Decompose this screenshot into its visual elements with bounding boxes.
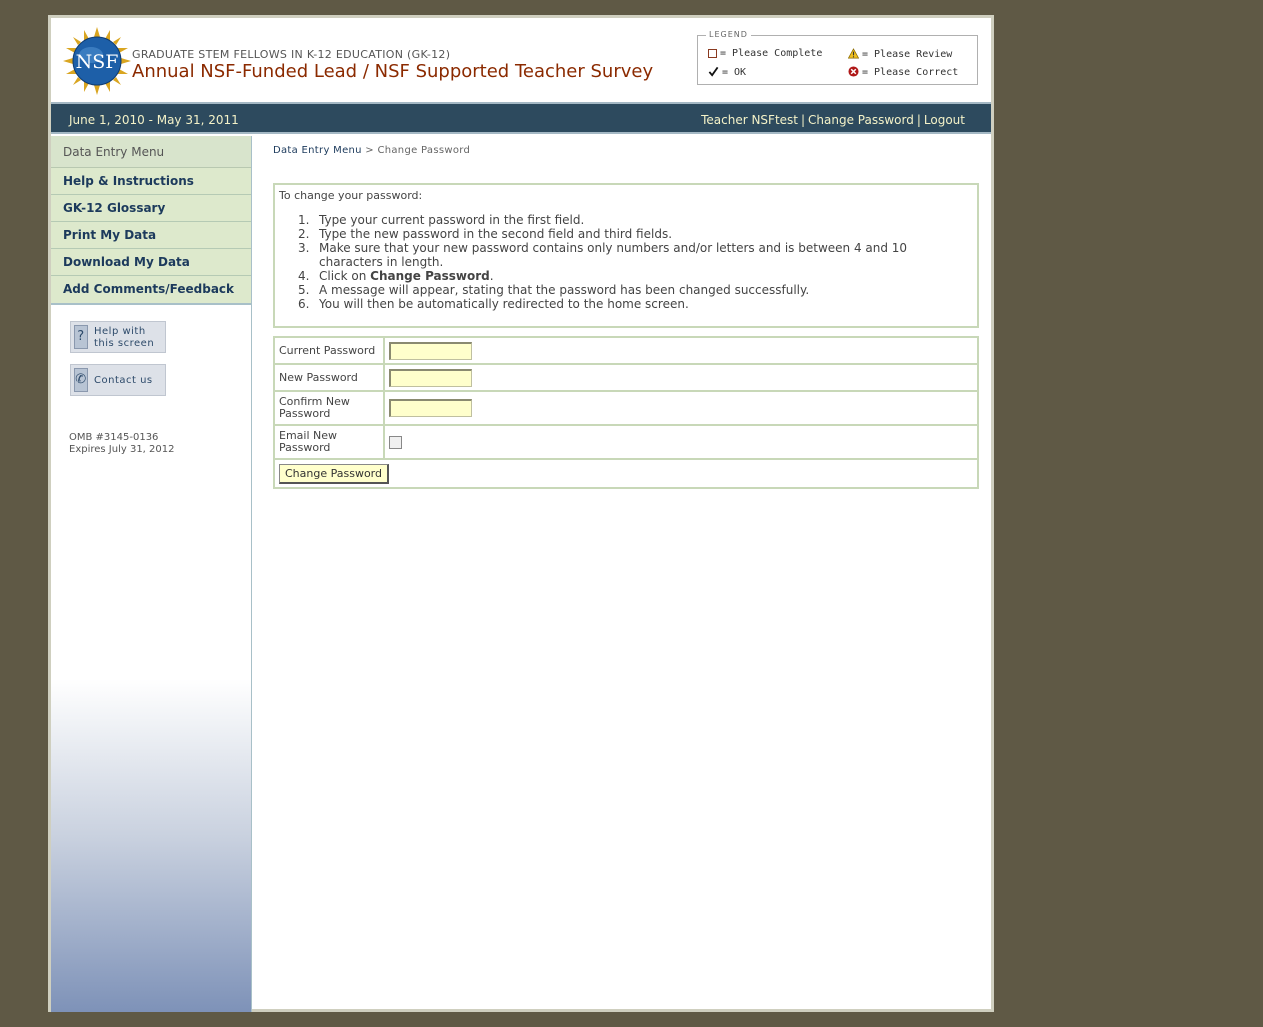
form-row xyxy=(274,337,978,364)
change-password-link[interactable]: Change Password xyxy=(808,113,914,127)
page-frame xyxy=(48,15,994,1012)
omb-number: OMB #3145-0136 xyxy=(69,432,159,443)
nav-separator: | xyxy=(801,113,806,127)
help-button-label xyxy=(94,326,154,350)
legend-please-complete xyxy=(708,48,822,59)
step-number: 6. xyxy=(298,297,310,311)
step-text: Make sure that your new password contains only numbers and/or letters and is between 4 and 10 characters in length. xyxy=(319,241,908,269)
question-mark-icon: ? xyxy=(74,325,88,349)
step-text: Type the new password in the second field and third fields. xyxy=(319,227,673,241)
instruction-step xyxy=(298,227,968,241)
current-password-input[interactable] xyxy=(389,342,472,360)
legend xyxy=(697,30,978,85)
form-cell xyxy=(384,391,978,425)
user-nav xyxy=(701,113,965,127)
sidebar-item-help-instructions[interactable]: Help & Instructions xyxy=(51,168,251,195)
sidebar-item-download-data[interactable]: Download My Data xyxy=(51,249,251,276)
email-password-label-line1: Email New xyxy=(279,429,338,442)
email-password-label xyxy=(274,425,384,459)
step-text: You will then be automatically redirected to the home screen. xyxy=(319,297,689,311)
legend-please-correct xyxy=(848,66,958,78)
instructions-box xyxy=(273,183,979,328)
form-cell xyxy=(384,337,978,364)
instruction-step xyxy=(298,297,968,311)
step-text-bold: Change Password xyxy=(370,269,490,283)
confirm-password-input[interactable] xyxy=(389,399,472,417)
sidebar-menu-title[interactable]: Data Entry Menu xyxy=(51,136,251,168)
step-number: 5. xyxy=(298,283,310,297)
contact-button-label: Contact us xyxy=(94,375,153,386)
breadcrumb-current: Change Password xyxy=(377,145,471,156)
legend-please-review xyxy=(848,48,952,60)
page-title: Annual NSF-Funded Lead / NSF Supported Teacher Survey xyxy=(132,61,654,82)
current-password-label: Current Password xyxy=(274,337,384,364)
sidebar-item-glossary[interactable]: GK-12 Glossary xyxy=(51,195,251,222)
legend-please-complete-label: = Please Complete xyxy=(720,48,823,59)
instruction-step xyxy=(298,213,968,227)
sidebar-item-add-comments[interactable]: Add Comments/Feedback xyxy=(51,276,251,305)
change-password-button[interactable]: Change Password xyxy=(279,464,389,484)
nsf-logo xyxy=(63,27,131,95)
report-period: June 1, 2010 - May 31, 2011 xyxy=(69,113,239,127)
step-text: Type your current password in the first field. xyxy=(319,213,585,227)
form-row xyxy=(274,391,978,425)
program-subtitle: GRADUATE STEM FELLOWS IN K-12 EDUCATION (GK-12) xyxy=(132,48,451,61)
breadcrumb-data-entry-menu[interactable]: Data Entry Menu xyxy=(273,145,362,156)
legend-title: LEGEND xyxy=(706,30,751,39)
user-name-link[interactable]: Teacher NSFtest xyxy=(701,113,798,127)
form-row xyxy=(274,425,978,459)
main-content xyxy=(253,136,991,1012)
phone-icon: ✆ xyxy=(74,368,88,392)
email-password-label-line2: Password xyxy=(279,441,331,454)
confirm-password-label xyxy=(274,391,384,425)
step-text: Click on xyxy=(319,269,371,283)
step-number: 2. xyxy=(298,227,310,241)
new-password-label: New Password xyxy=(274,364,384,391)
logout-link[interactable]: Logout xyxy=(923,113,965,127)
step-number: 4. xyxy=(298,269,310,283)
sidebar-item-print-data[interactable]: Print My Data xyxy=(51,222,251,249)
form-row xyxy=(274,459,978,488)
legend-please-review-label: = Please Review xyxy=(862,49,953,60)
instruction-step xyxy=(298,269,968,283)
legend-ok xyxy=(708,66,746,78)
form-cell xyxy=(384,425,978,459)
help-with-screen-button[interactable] xyxy=(70,321,166,353)
instruction-step xyxy=(298,241,968,269)
instructions-intro: To change your password: xyxy=(279,189,423,202)
step-number: 1. xyxy=(298,213,310,227)
empty-box-icon xyxy=(708,49,717,58)
warning-triangle-icon xyxy=(848,48,859,59)
omb-info xyxy=(69,432,175,456)
email-password-checkbox[interactable] xyxy=(389,436,402,449)
help-button-line2: this screen xyxy=(94,338,155,349)
legend-ok-label: = OK xyxy=(722,67,747,78)
help-button-line1: Help with xyxy=(94,326,146,337)
change-password-form xyxy=(273,336,979,489)
confirm-password-label-line2: Password xyxy=(279,407,331,420)
form-cell xyxy=(274,459,978,488)
omb-expires: Expires July 31, 2012 xyxy=(69,444,175,455)
checkmark-icon xyxy=(708,66,719,77)
sidebar xyxy=(51,136,252,1012)
step-text: A message will appear, stating that the password has been changed successfully. xyxy=(319,283,810,297)
breadcrumb xyxy=(273,145,470,156)
instruction-step xyxy=(298,283,968,297)
new-password-input[interactable] xyxy=(389,369,472,387)
legend-please-correct-label: = Please Correct xyxy=(862,67,959,78)
logo-text: NSF xyxy=(75,51,119,73)
top-navbar xyxy=(51,102,991,134)
nav-separator: | xyxy=(916,113,921,127)
step-number: 3. xyxy=(298,241,310,255)
contact-us-button[interactable] xyxy=(70,364,166,396)
header xyxy=(51,18,991,102)
breadcrumb-separator: > xyxy=(365,145,374,156)
error-x-icon xyxy=(848,66,859,77)
form-cell xyxy=(384,364,978,391)
form-row xyxy=(274,364,978,391)
instructions-list xyxy=(298,213,968,311)
confirm-password-label-line1: Confirm New xyxy=(279,395,350,408)
step-text: . xyxy=(489,269,494,283)
